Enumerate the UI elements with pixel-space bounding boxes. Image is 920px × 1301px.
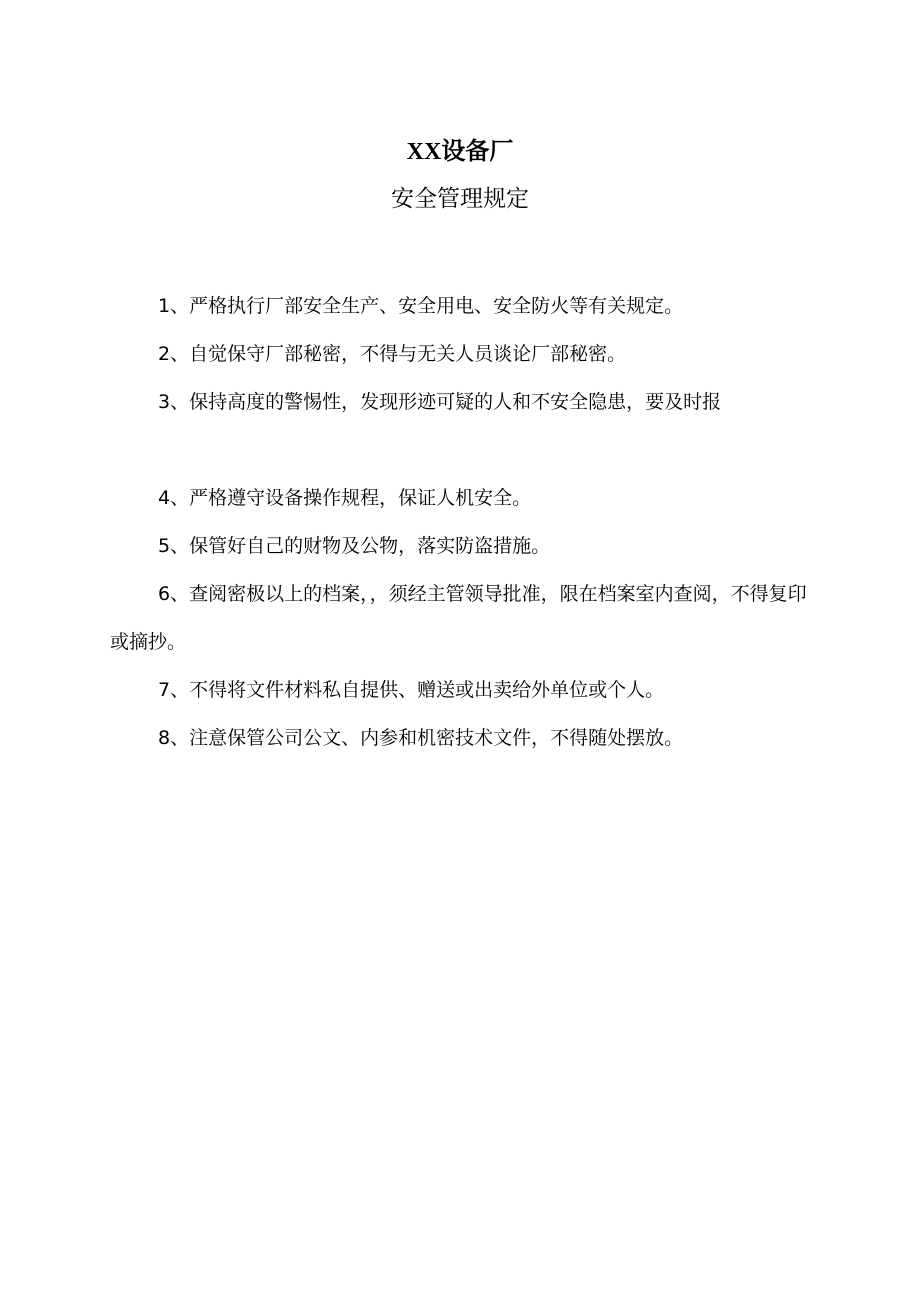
rules-list <box>110 282 810 762</box>
rule-item-3: 3、保持高度的警惕性，发现形迹可疑的人和不安全隐患，要及时报 <box>158 391 722 413</box>
rule-item-6: 6、查阅密极以上的档案，，须经主管领导批准，限在档案室内查阅，不得复印或摘抄。 <box>110 583 807 653</box>
document-title: XX设备厂 <box>406 139 514 165</box>
rule-item-7: 7、不得将文件材料私自提供、赠送或出卖给外单位或个人。 <box>158 679 665 701</box>
rule-item-2: 2、自觉保守厂部秘密，不得与无关人员谈论厂部秘密。 <box>158 343 627 365</box>
document-subtitle: 安全管理规定 <box>391 186 529 212</box>
rule-item-4: 4、严格遵守设备操作规程，保证人机安全。 <box>158 487 532 509</box>
rule-item-8: 8、注意保管公司公文、内参和机密技术文件，不得随处摆放。 <box>158 727 684 749</box>
rule-item-5: 5、保管好自己的财物及公物，落实防盗措施。 <box>158 535 551 557</box>
rule-item-1: 1、严格执行厂部安全生产、安全用电、安全防火等有关规定。 <box>158 295 684 317</box>
